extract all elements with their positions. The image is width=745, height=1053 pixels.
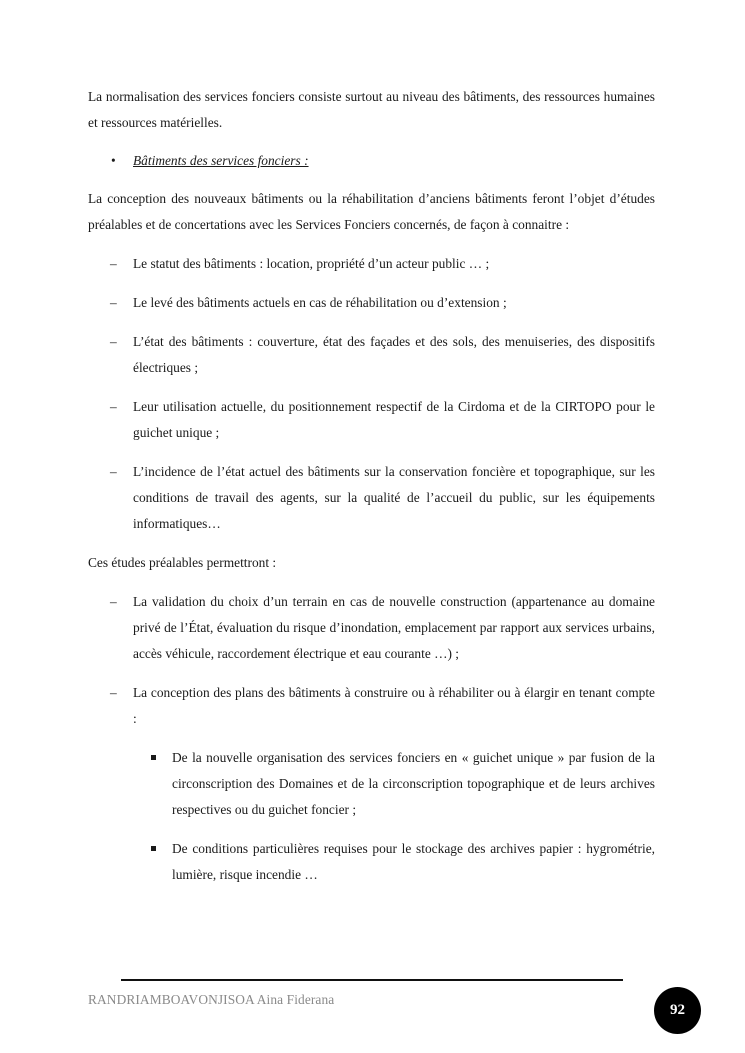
square-bullet-icon (151, 846, 156, 851)
intro-paragraph: La normalisation des services fonciers consiste surtout au niveau des bâtiments, des ressources humaines et ressources matérielles. (88, 89, 655, 130)
dash-marker: – (110, 256, 117, 271)
dash-marker: – (110, 685, 117, 700)
list-item-text: Le statut des bâtiments : location, propriété d’un acteur public … ; (133, 256, 490, 271)
square-bullet-icon (151, 755, 156, 760)
dash-marker: – (110, 334, 117, 349)
footer-author: RANDRIAMBOAVONJISOA Aina Fiderana (88, 992, 335, 1007)
bullet-dot: • (111, 153, 116, 168)
list-item (88, 329, 655, 381)
section-heading-text: Bâtiments des services fonciers : (133, 153, 309, 168)
etudes-paragraph: Ces études préalables permettront : (88, 555, 277, 570)
sub-list (88, 745, 655, 888)
list-item (88, 459, 655, 537)
sub-list-item (88, 745, 655, 823)
sub-list-item-text: De la nouvelle organisation des services fonciers en « guichet unique » par fusion de la circonscription des Domaines et de la circonscription topographique et de leurs archives respectives ou du guichet foncier ; (172, 750, 655, 817)
footer-divider (121, 979, 623, 981)
dash-marker: – (110, 464, 117, 479)
list-item (88, 589, 655, 667)
list-item-text: La conception des plans des bâtiments à construire ou à réhabiliter ou à élargir en tenant compte : (133, 685, 655, 726)
sub-list-item (88, 836, 655, 888)
list-item (88, 394, 655, 446)
list-item (88, 290, 655, 316)
list-item-text: L’état des bâtiments : couverture, état des façades et des sols, des menuiseries, des dispositifs électriques ; (133, 334, 655, 375)
dash-marker: – (110, 399, 117, 414)
connaitre-list (88, 251, 655, 537)
permettront-list (88, 589, 655, 732)
dash-marker: – (110, 295, 117, 310)
section-heading (88, 148, 655, 174)
list-item-text: L’incidence de l’état actuel des bâtiments sur la conservation foncière et topographique, sur les conditions de travail des agents, sur la qualité de l’accueil du public, sur les équipements informatiques… (133, 464, 655, 531)
sub-list-item-text: De conditions particulières requises pour le stockage des archives papier : hygrométrie, lumière, risque incendie … (172, 841, 655, 882)
list-item (88, 251, 655, 277)
page-number-badge: 92 (654, 987, 701, 1034)
document-body (88, 84, 655, 901)
dash-marker: – (110, 594, 117, 609)
conception-paragraph: La conception des nouveaux bâtiments ou la réhabilitation d’anciens bâtiments feront l’objet d’études préalables et de concertations avec les Services Fonciers concernés, de façon à connaitre : (88, 191, 655, 232)
list-item (88, 680, 655, 732)
list-item-text: Le levé des bâtiments actuels en cas de réhabilitation ou d’extension ; (133, 295, 507, 310)
list-item-text: La validation du choix d’un terrain en cas de nouvelle construction (appartenance au domaine privé de l’État, évaluation du risque d’inondation, emplacement par rapport aux services urbains, accès véhicule, raccordement électrique et eau courante …) ; (133, 594, 655, 661)
list-item-text: Leur utilisation actuelle, du positionnement respectif de la Cirdoma et de la CIRTOPO pour le guichet unique ; (133, 399, 655, 440)
